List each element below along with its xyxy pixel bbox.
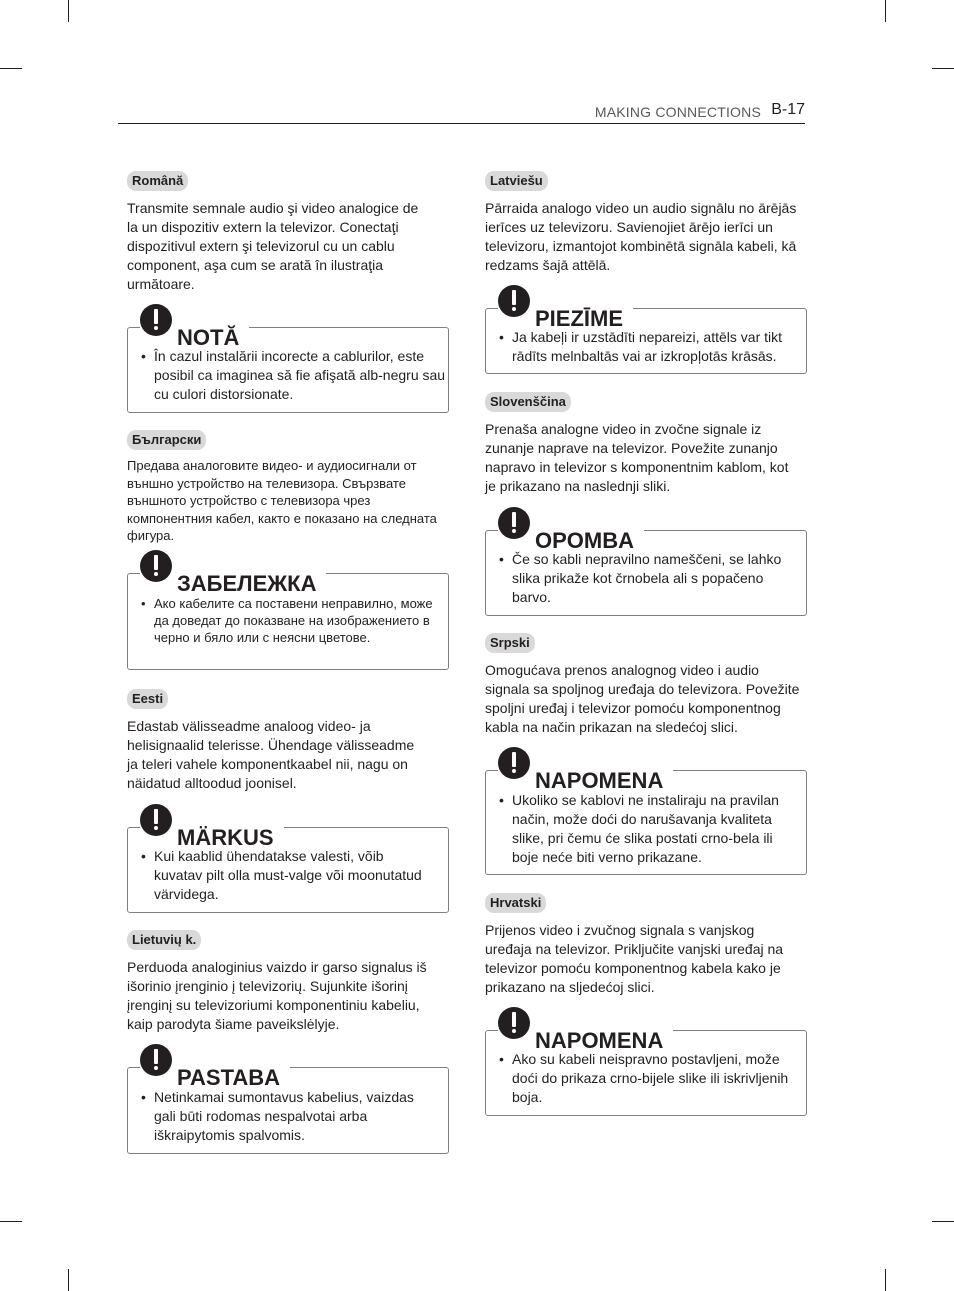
- note-title: PASTABA: [177, 1065, 281, 1090]
- language-label: Română: [127, 171, 188, 191]
- language-label: Lietuvių k.: [127, 930, 201, 950]
- section-text: Edastab välisseadme analoog video- ja helisignaalid telerisse. Ühendage välisseadme ja teleri vahele komponentkaabel nii, nagu on näidatud alltoodud joonisel.: [127, 718, 415, 791]
- note-header: [140, 1044, 290, 1090]
- section-text: Предава аналоговите видео- и аудиосигнали от външно устройство на телевизора. Свързвате външното устройство с телевизора чрез компонентния кабел, както е показано на следната фигура.: [127, 458, 437, 543]
- note-header: [140, 550, 326, 596]
- note-box: [485, 1030, 807, 1116]
- crop-mark: [885, 0, 886, 22]
- language-label: Slovenščina: [485, 392, 571, 412]
- note-box: [127, 327, 449, 413]
- note-box: [485, 530, 807, 616]
- right-column: [485, 0, 807, 1291]
- note-box: [485, 308, 807, 374]
- section-text: Omogućava prenos analognog video i audio signala sa spoljnog uređaja do televizora. Povežite spoljni uređaj i televizor pomoću komponentnog kabla na način prikazan na sledećoj slici.: [485, 662, 800, 735]
- note-header: [140, 804, 284, 850]
- language-label: Latviešu: [485, 171, 548, 191]
- note-item: • Netinkamai sumontavus kabelius, vaizdas gali būti rodomas nespalvotai arba iškraipytomis spalvomis.: [154, 1088, 429, 1145]
- language-section-romana: [127, 171, 449, 294]
- note-header: [498, 747, 673, 793]
- note-item: • Ja kabeļi ir uzstādīti nepareizi, attēls var tikt rādīts melnbaltās vai ar izkropļotās krāsās.: [512, 328, 806, 366]
- note-box: [127, 573, 449, 670]
- crop-mark: [932, 1221, 954, 1222]
- section-title: MAKING CONNECTIONS: [594, 104, 761, 120]
- section-text: Prijenos video i zvučnog signala s vanjskog uređaja na televizor. Priključite vanjski uređaj na televizor pomoću komponentnog kabela kako je prikazano na sljedećoj slici.: [485, 922, 784, 995]
- language-label: Eesti: [127, 689, 168, 709]
- note-title: NAPOMENA: [535, 768, 664, 793]
- language-label: Hrvatski: [485, 893, 546, 913]
- note-header: [498, 1007, 673, 1053]
- left-column: [127, 0, 449, 1291]
- section-text: Transmite semnale audio şi video analogice de la un dispozitiv extern la televizor. Conectaţi dispozitivul extern şi televizorul cu un cablu component, aşa cum se arată în ilustraţia următoare.: [127, 200, 419, 292]
- crop-mark: [68, 0, 69, 22]
- crop-mark: [932, 68, 954, 69]
- exclamation-icon: [140, 550, 172, 582]
- section-text: Perduoda analoginius vaizdo ir garso signalus iš išorinio įrenginio į televizorių. Sujunkite išorinį įrenginį su televizoriumi komponentiniu kabeliu, kaip parodyta šiame paveikslėlyje.: [127, 959, 427, 1032]
- note-title: MÄRKUS: [177, 825, 274, 850]
- crop-mark: [0, 1221, 22, 1222]
- crop-mark: [68, 1269, 69, 1291]
- note-title: NOTĂ: [177, 325, 240, 350]
- language-label: Български: [127, 430, 206, 450]
- note-item: • Ukoliko se kablovi ne instaliraju na pravilan način, može doći do narušavanja kvaliteta slike, pri čemu će slika postati crno-bela ili boje neće biti verno prikazane.: [512, 791, 797, 867]
- language-section-slovenscina: [485, 392, 807, 496]
- exclamation-icon: [498, 285, 530, 317]
- note-item: • Ako su kabeli neispravno postavljeni, može doći do prikaza crno-bijele slike ili iskrivljenih boja.: [512, 1050, 806, 1107]
- language-section-latviesu: [485, 171, 807, 275]
- language-section-eesti: [127, 689, 449, 793]
- note-header: [140, 304, 249, 350]
- note-box: [127, 827, 449, 913]
- note-box: [127, 1067, 449, 1154]
- note-box: [485, 770, 807, 875]
- exclamation-icon: [140, 1044, 172, 1076]
- language-section-srpski: [485, 633, 807, 737]
- note-header: [498, 285, 633, 331]
- note-title: PIEZĪME: [535, 306, 624, 331]
- language-section-hrvatski: [485, 893, 807, 997]
- language-label: Srpski: [485, 633, 535, 653]
- language-section-lietuviu: [127, 930, 449, 1034]
- language-section-bulgarian: [127, 430, 449, 545]
- note-item: • În cazul instalării incorecte a cablurilor, este posibil ca imaginea să fie afişată alb-negru sau cu culori distorsionate.: [154, 347, 448, 404]
- page-number: B-17: [771, 101, 805, 118]
- section-text: Prenaša analogne video in zvočne signale iz zunanje naprave na televizor. Povežite zunanjo napravo in televizor s komponentnim kablom, kot je prikazano na naslednji sliki.: [485, 421, 789, 494]
- exclamation-icon: [498, 1007, 530, 1039]
- exclamation-icon: [498, 507, 530, 539]
- crop-mark: [885, 1269, 886, 1291]
- exclamation-icon: [498, 747, 530, 779]
- note-item: • Če so kabli nepravilno nameščeni, se lahko slika prikaže kot črnobela ali s popačeno barvo.: [512, 550, 792, 607]
- note-title: ЗАБЕЛЕЖКА: [177, 571, 317, 596]
- crop-mark: [0, 68, 22, 69]
- section-text: Pārraida analogo video un audio signālu no ārējās ierīces uz televizoru. Savienojiet ārējo ierīci un televizoru, izmantojot kombinētā signāla kabeli, kā redzams šajā attēlā.: [485, 200, 797, 273]
- note-title: OPOMBA: [535, 528, 634, 553]
- note-title: NAPOMENA: [535, 1028, 664, 1053]
- note-item: • Ако кабелите са поставени неправилно, може да доведат до показване на изображението в черно и бяло или с неясни цветове.: [154, 595, 448, 646]
- exclamation-icon: [140, 804, 172, 836]
- note-item: • Kui kaablid ühendatakse valesti, võib kuvatav pilt olla must-valge või moonutatud värvidega.: [154, 847, 434, 904]
- exclamation-icon: [140, 304, 172, 336]
- note-header: [498, 507, 644, 553]
